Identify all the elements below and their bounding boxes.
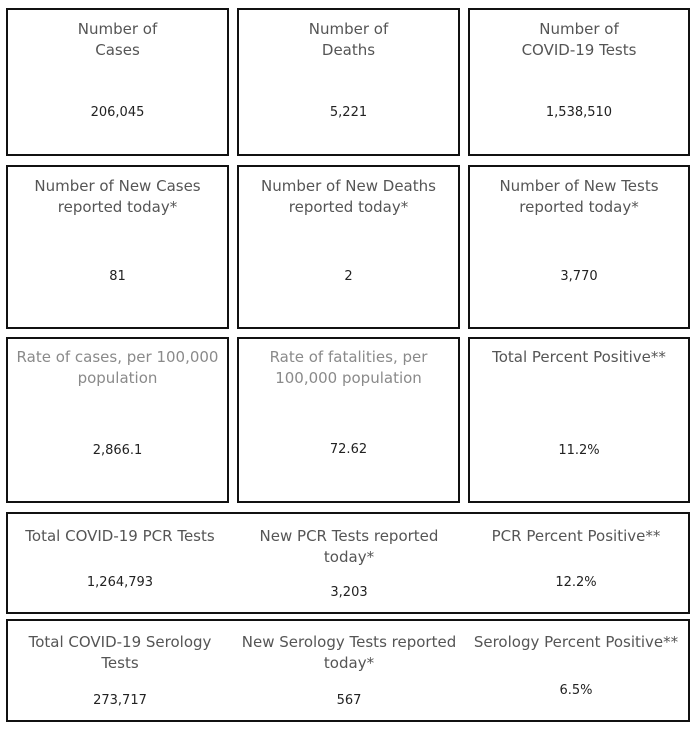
card-label-line1: Number of: [308, 20, 389, 38]
card-rate-of-fatalities: [237, 337, 460, 503]
card-number-of-tests: [468, 8, 690, 156]
cell-value: 1,264,793: [86, 575, 154, 590]
cell-label-line2: Tests: [101, 654, 139, 672]
card-label-line2: COVID-19 Tests: [521, 41, 637, 59]
cell-label-line1: Total COVID-19 Serology: [28, 633, 212, 651]
card-value: 2,866.1: [92, 443, 143, 458]
card-number-of-deaths: [237, 8, 460, 156]
card-label-line2: Cases: [95, 41, 140, 59]
cell-label-line1: PCR Percent Positive**: [491, 527, 661, 545]
cell-label-line2: today*: [323, 654, 375, 672]
card-label-line1: Rate of fatalities, per: [269, 348, 428, 366]
card-label-line2: reported today*: [519, 198, 639, 216]
serology-percent-positive: [465, 621, 687, 721]
cell-label-line1: Total COVID-19 PCR Tests: [25, 527, 215, 545]
card-label-line2: population: [77, 369, 158, 387]
card-value: 11.2%: [558, 443, 600, 458]
cell-label-line2: today*: [323, 548, 375, 566]
card-value: 206,045: [90, 105, 145, 120]
card-new-cases: [6, 165, 229, 329]
card-label-line1: Number of New Cases: [34, 177, 201, 195]
card-rate-of-cases: [6, 337, 229, 503]
cell-label-line1: New Serology Tests reported: [241, 633, 457, 651]
cell-value: 6.5%: [559, 683, 593, 698]
card-label-line1: Number of New Tests: [499, 177, 659, 195]
cell-value: 273,717: [93, 693, 147, 708]
serology-tests-panel: [6, 619, 690, 722]
card-label-line2: Deaths: [321, 41, 376, 59]
card-value: 3,770: [560, 269, 598, 284]
card-value: 2: [344, 269, 353, 284]
pcr-tests-panel: [6, 512, 690, 614]
card-new-deaths: [237, 165, 460, 329]
serology-new-tests: [237, 621, 461, 721]
card-label-line1: Number of: [77, 20, 158, 38]
card-value: 81: [109, 269, 126, 284]
cell-value: 12.2%: [555, 575, 597, 590]
card-total-percent-positive: [468, 337, 690, 503]
cell-label-line1: Serology Percent Positive**: [473, 633, 679, 651]
pcr-total-tests: [8, 514, 232, 614]
card-number-of-cases: [6, 8, 229, 156]
card-label-line1: Rate of cases, per 100,000: [16, 348, 219, 366]
card-value: 72.62: [329, 442, 368, 457]
card-label-line2: 100,000 population: [275, 369, 422, 387]
card-label-line1: Number of New Deaths: [261, 177, 436, 195]
card-label-line1: Total Percent Positive**: [492, 348, 666, 366]
serology-total-tests: [8, 621, 232, 721]
cell-label-line1: New PCR Tests reported: [259, 527, 439, 545]
cell-value: 567: [336, 693, 362, 708]
card-value: 5,221: [329, 105, 368, 120]
pcr-percent-positive: [465, 514, 687, 614]
card-label-line1: Number of: [539, 20, 619, 38]
card-label-line2: reported today*: [57, 198, 178, 216]
cell-value: 3,203: [330, 585, 368, 600]
pcr-new-tests: [237, 514, 461, 614]
card-value: 1,538,510: [545, 105, 613, 120]
card-new-tests: [468, 165, 690, 329]
card-label-line2: reported today*: [288, 198, 409, 216]
